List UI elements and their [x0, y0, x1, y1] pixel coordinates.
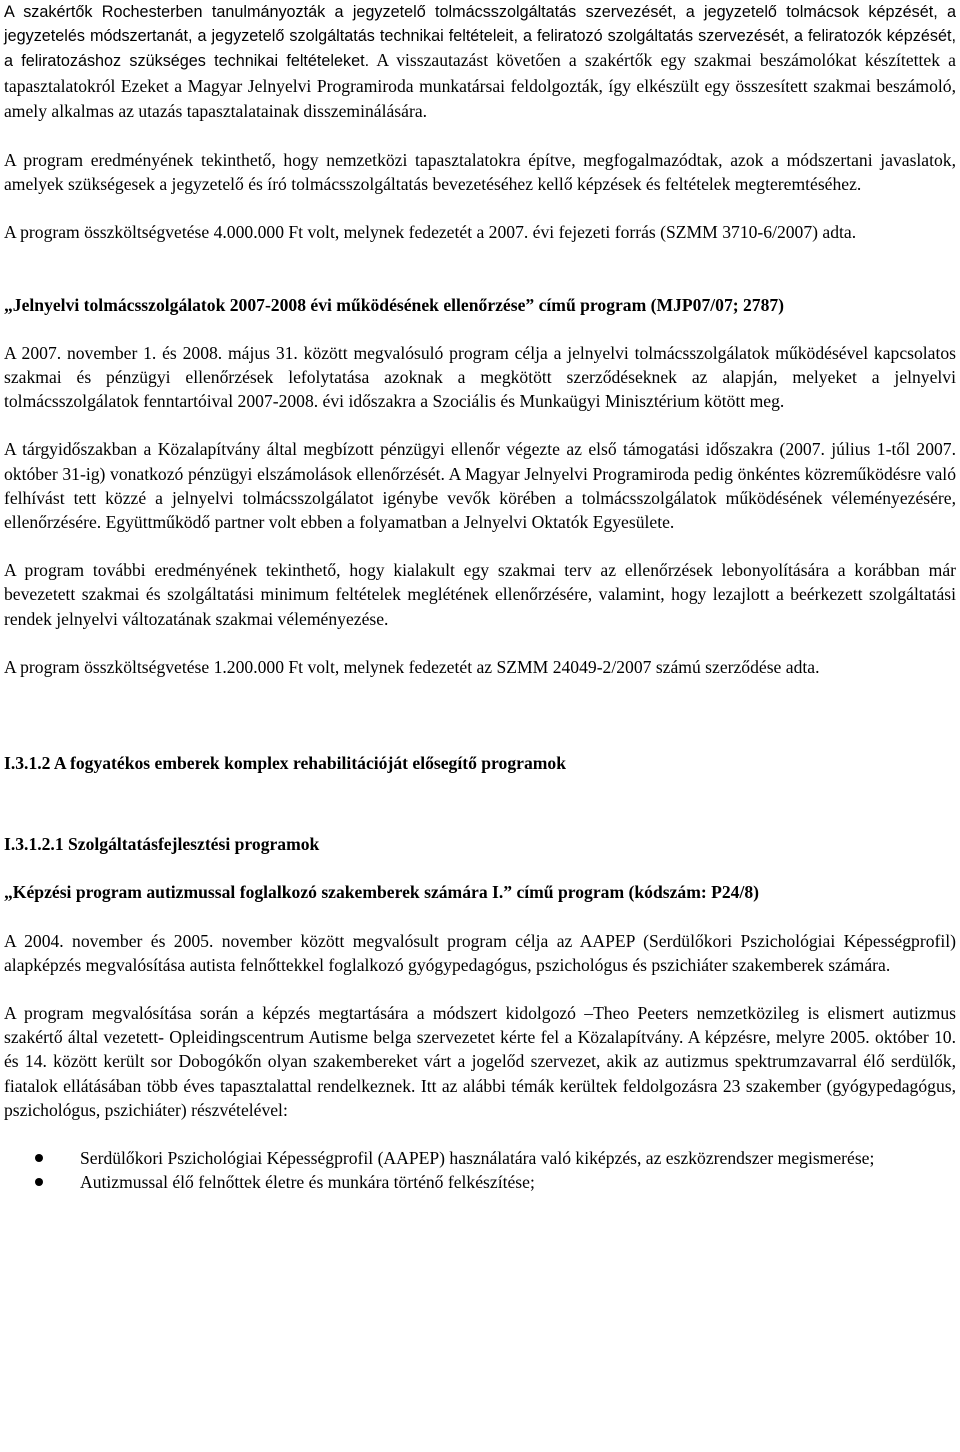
paragraph-implementation: A program megvalósítása során a képzés megtartására a módszert kidolgozó –Theo Peeters nemzetközileg is elismert autizmus szakértő által vezetett- Opleidingscentrum Autisme belga szervezetet kérte fel a Közalapítvány. A képzésre, melyre 2005. október 10. és 14. között került sor Dobogókőn olyan szakembereket várt a jogelőd szervezet, akik az autizmus spektrumzavarral élő serdülők, fiatalok ellátásában több éves tapasztalattal rendelkeznek. Itt az alábbi témák kerültek feldolgozásra 23 szakember (gyógypedagógus, pszichológus, pszichiáter) részvételével:: [4, 1003, 956, 1120]
paragraph-program-result: A program eredményének tekinthető, hogy nemzetközi tapasztalatokra építve, megfogalmazódtak, azok a módszertani javaslatok, amelyek szükségesek a jegyzetelő és író tolmácsszolgáltatás bevezetéséhez kellő képzések és feltételek megteremtéséhez.: [4, 150, 956, 195]
list-item-text: Autizmussal élő felnőttek életre és munkára történő felkészítése;: [80, 1172, 535, 1193]
paragraph-aapep-goal: A 2004. november és 2005. november között megvalósult program célja az AAPEP (Serdülőkori Pszichológiai Képességprofil) alapképzés megvalósítása autista felnőttekkel foglalkozó gyógypedagógus, pszichológus és pszichiáter szakemberek számára.: [4, 930, 956, 975]
paragraph-further-result: A program további eredményének tekinthető, hogy kialakult egy szakmai terv az ellenőrzések lebonyolítására a korábban már bevezetett szakmai és szolgáltatási minimum feltételek meglétének ellenőrzésére, valamint, hogy lezajlott a beérkezett szolgáltatási rendek jelnyelvi változatának szakmai véleményezése.: [4, 560, 956, 629]
bullet-icon: [35, 1178, 43, 1186]
list-item-text: Serdülőkori Pszichológiai Képességprofil (AAPEP) használatára való kiképzés, az eszközrendszer megismerése;: [80, 1148, 875, 1169]
topic-list: [4, 1146, 956, 1194]
program-title-jelnyelvi: „Jelnyelvi tolmácsszolgálatok 2007-2008 évi működésének ellenőrzése” című program (MJP07/07; 2787): [4, 294, 785, 315]
paragraph-budget-2: A program összköltségvetése 1.200.000 Ft volt, melynek fedezetét az SZMM 24049-2/2007 számú szerződése adta.: [4, 656, 820, 677]
bullet-icon: [35, 1154, 43, 1162]
paragraph-program-goal: A 2007. november 1. és 2008. május 31. között megvalósuló program célja a jelnyelvi tolmácsszolgálatok működésével kapcsolatos szakmai és pénzügyi ellenőrzések lefolytatása azoknak a megkötött szerződéseknek az alapján, melyeket a jelnyelvi tolmácsszolgálatok fenntartóival 2007-2008. évi időszakra a Szociális és Munkaügyi Minisztérium kötött meg.: [4, 342, 956, 412]
paragraph-rochester-part2: A visszautazást követően a szakértők egy szakmai beszámolókat készítettek a tapasztalatokról Ezeket a Magyar Jelnyelvi Programiroda munkatársai feldolgozták, így elkészült egy összesített szakmai beszámoló, amely alkalmas az utazás tapasztalatainak disszeminálására.: [4, 50, 956, 121]
paragraph-rochester-part1: A szakértők Rochesterben tanulmányozták a jegyzetelő tolmácsszolgáltatás szervezését, a jegyzetelő tolmácsok képzését, a jegyzetelés módszertanát, a jegyzetelő szolgáltatás technikai feltételeit, a feliratozó szolgáltatás szervezését, a feliratozók képzését, a feliratozáshoz szükséges technikai feltételeket.: [4, 3, 956, 71]
paragraph-rochester: [4, 0, 956, 124]
paragraph-budget-1: A program összköltségvetése 4.000.000 Ft volt, melynek fedezetét a 2007. évi fejezeti forrás (SZMM 3710-6/2007) adta.: [4, 222, 857, 243]
paragraph-period: A tárgyidőszakban a Közalapítvány által megbízott pénzügyi ellenőr végezte az első támogatási időszakra (2007. július 1-től 2007. október 31-ig) vonatkozó pénzügyi elszámolások ellenőrzését. A Magyar Jelnyelvi Programiroda pedig önkéntes közreműködésre való felhívást tett közzé a jelnyelvi tolmácsszolgálatot igénybe vevők körében a tolmácsszolgálatok működésének véleményezésére, ellenőrzésére. Együttműködő partner volt ebben a folyamatban a Jelnyelvi Oktatók Egyesülete.: [4, 439, 956, 533]
section-heading-rehabilitation: I.3.1.2 A fogyatékos emberek komplex rehabilitációját elősegítő programok: [4, 753, 566, 774]
program-title-autism-training: „Képzési program autizmussal foglalkozó szakemberek számára I.” című program (kódszám: P24/8): [4, 882, 759, 903]
section-heading-service-development: I.3.1.2.1 Szolgáltatásfejlesztési programok: [4, 834, 320, 855]
list-item: [4, 1170, 956, 1194]
list-item: [4, 1146, 956, 1170]
